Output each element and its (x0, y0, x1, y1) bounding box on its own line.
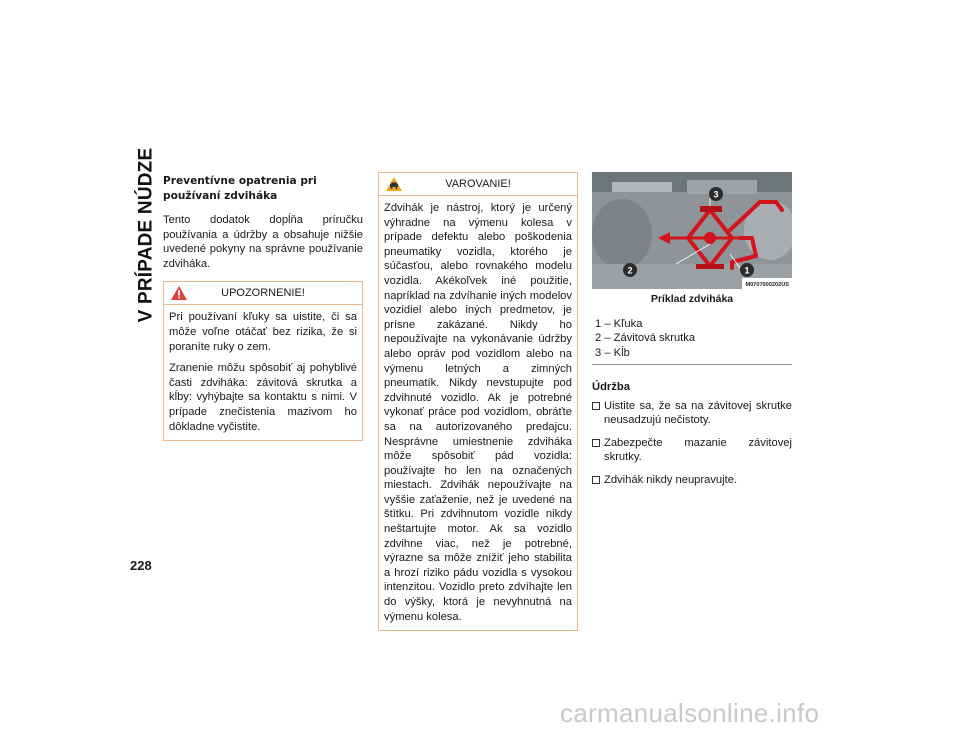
maintenance-list (592, 399, 792, 488)
section-heading: Preventívne opatrenia pri používaní zdviháka (163, 175, 317, 202)
legend-item: 2 – Závitová skrutka (595, 332, 696, 345)
maintenance-item-text: Zabezpečte mazanie závitovej skrutky. (604, 436, 792, 464)
caution-header (164, 282, 362, 305)
legend-item: 3 – Kĺb (595, 347, 630, 360)
section-side-title (128, 147, 164, 323)
car-lift-warning-icon (385, 176, 403, 192)
warning-body (379, 196, 577, 630)
warning-triangle-icon (170, 285, 188, 301)
figure-image-code: M0707000202US (745, 282, 789, 288)
intro-paragraph: Tento dodatok dopĺňa príručku používania a údržby a obsahuje nižšie uvedené pokyny na správne používanie zdviháka. (163, 214, 363, 270)
warning-title: VAROVANIE! (445, 177, 511, 190)
column-middle (378, 172, 578, 631)
maintenance-item-text: Zdvihák nikdy neupravujte. (604, 473, 738, 486)
checkbox-bullet-icon (592, 476, 600, 484)
checkbox-bullet-icon (592, 402, 600, 410)
callout-3-label: 3 (713, 189, 719, 200)
caution-title: UPOZORNENIE! (221, 287, 305, 300)
figure-legend (592, 317, 792, 361)
caution-box (163, 281, 363, 441)
section-side-title-text: V PRÍPADE NÚDZE (135, 147, 157, 323)
maintenance-item-text: Uistite sa, že sa na závitovej skrutke neusadzujú nečistoty. (604, 399, 792, 427)
checkbox-bullet-icon (592, 439, 600, 447)
maintenance-item (592, 473, 792, 488)
legend-divider (592, 364, 792, 365)
warning-box (378, 172, 578, 631)
legend-item: 1 – Kľuka (595, 317, 643, 330)
callout-1-label: 1 (744, 265, 750, 276)
maintenance-item (592, 436, 792, 465)
caution-paragraph: Pri používaní kľuky sa uistite, či sa môže voľne otáčať bez rizika, že si poraníte ruky o zem. (169, 311, 357, 353)
warning-header (379, 173, 577, 196)
column-right (592, 172, 792, 496)
caution-body (164, 305, 362, 440)
jack-illustration (592, 172, 792, 289)
column-left (163, 174, 363, 441)
callout-2-label: 2 (627, 265, 633, 276)
warning-paragraph: Zdvihák je nástroj, ktorý je určený výhradne na výmenu kolesa v prípade defektu alebo poškodenia pneumatiky vozidla, ktorého je súčasťou, alebo rovnakého modelu vozidla. Akékoľvek iné použitie, napríklad na zdvíhanie iných modelov vozidiel alebo iných predmetov, je prísne zakázané. Nikdy ho nepoužívajte na vykonávanie údržby alebo opráv pod vozidlom alebo na výmenu letných a zimných pneumatík. Nikdy nevstupujte pod zdvihnuté vozidlo. Ak je potrebné vykonať práce pod vozidlom, obráťte sa na autorizovaného predajcu. Nesprávne umiestnenie zdviháka môže spôsobiť pád vozidla: používajte ho len na označených miestach. Zdvihák nepoužívajte na vyššie zaťaženie, než je uvedené na štítku. Pri zdvihnutom vozidle nikdy neštartujte motor. Ak sa vozidlo zdvihne viac, než je potrebné, výrazne sa môže znížiť jeho stabilita a hrozí riziko pádu vozidla s vysokou intenzitou. Vozidlo preto zdvíhajte len do výšky, ktorá je nevyhnutná na výmenu kolesa. (384, 202, 572, 623)
jack-figure (592, 172, 792, 289)
page-number: 228 (130, 558, 152, 573)
maintenance-item (592, 399, 792, 428)
maintenance-heading: Údržba (592, 380, 630, 393)
caution-paragraph: Zranenie môžu spôsobiť aj pohyblivé časti zdviháka: závitová skrutka a kĺby: vyhýbajte sa kontaktu s nimi. V prípade znečistenia mazivom ho dôkladne vyčistite. (169, 362, 357, 433)
figure-caption: Príklad zdviháka (650, 293, 734, 305)
watermark: carmanualsonline.info (560, 698, 820, 728)
